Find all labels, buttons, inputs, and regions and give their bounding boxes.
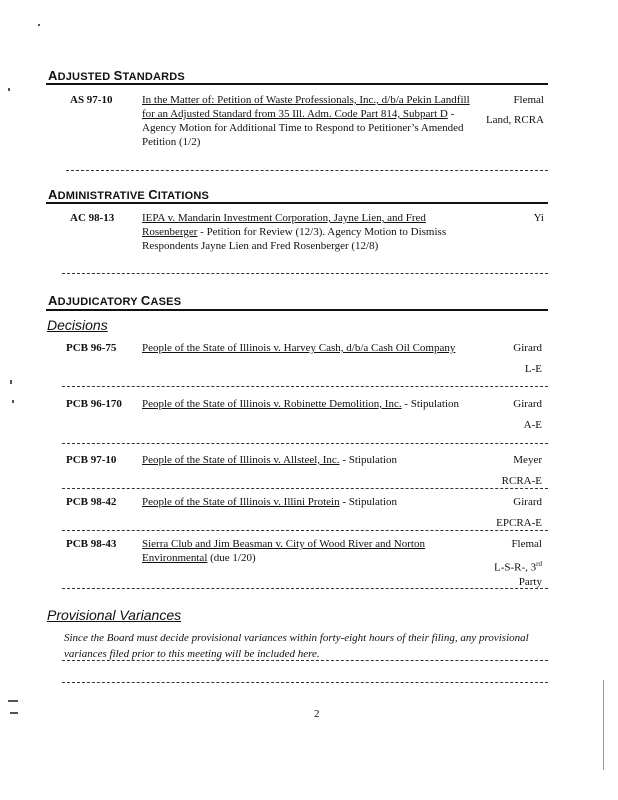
entry-divider: [62, 660, 548, 661]
case-description: [142, 495, 472, 509]
docket-number: AS 97-10: [70, 94, 113, 106]
board-member: Yi: [533, 212, 544, 224]
section-rule: [46, 309, 548, 311]
scan-speck: [10, 380, 12, 384]
case-type-main: L-S-R-, 3: [493, 561, 537, 574]
page-number: 2: [314, 708, 320, 720]
scan-speck: [8, 700, 18, 702]
docket-number: PCB 98-43: [66, 538, 117, 550]
section-heading-adjudicatory-cases: ADJUDICATORY CASES: [48, 293, 182, 308]
entry-divider: [62, 488, 548, 489]
provisional-variances-subheading: Provisional Variances: [47, 607, 182, 623]
entry-divider: [66, 170, 548, 171]
case-type-tail: Party: [518, 575, 542, 588]
scan-speck: [12, 400, 14, 403]
section-rule: [46, 202, 548, 204]
scan-speck: [10, 712, 18, 714]
case-description: [142, 93, 480, 149]
case-detail: - Stipulation: [401, 398, 460, 410]
docket-number: AC 98-13: [70, 212, 115, 224]
case-type: Land, RCRA: [485, 114, 544, 126]
board-member: Girard: [513, 342, 542, 354]
case-title: People of the State of Illinois v. Robinette Demolition, Inc.: [142, 398, 402, 410]
docket-number: PCB 96-75: [66, 342, 117, 354]
docket-number: PCB 98-42: [66, 496, 117, 508]
case-title: People of the State of Illinois v. Illini Protein: [142, 496, 340, 508]
case-title: In the Matter of: Petition of Waste Professionals, Inc., d/b/a Pekin Landfill for an Adjusted Standard from 35 Ill. Adm. Code Part 814, Subpart D: [142, 94, 470, 120]
scan-speck: [8, 88, 10, 91]
board-member: Girard: [513, 496, 542, 508]
case-type: EPCRA-E: [496, 517, 542, 529]
board-member: Flemal: [511, 538, 542, 550]
section-rule: [46, 83, 548, 85]
board-member: Meyer: [513, 454, 542, 466]
entry-divider: [62, 273, 548, 274]
case-detail: - Stipulation: [339, 454, 398, 466]
case-type-superscript: rd: [536, 560, 542, 568]
docket-number: PCB 96-170: [66, 398, 122, 410]
case-description: [142, 537, 472, 565]
entry-divider: [62, 530, 548, 531]
case-description: [142, 453, 472, 467]
scan-speck: [38, 24, 40, 26]
decisions-subheading: Decisions: [47, 317, 108, 333]
board-member: Flemal: [513, 94, 544, 106]
case-title: People of the State of Illinois v. Harvey Cash, d/b/a Cash Oil Company: [142, 342, 456, 354]
entry-divider: [62, 386, 548, 387]
case-description: [142, 341, 472, 355]
section-heading-adjusted-standards: ADJUSTED STANDARDS: [48, 68, 185, 83]
case-title: Sierra Club and Jim Beasman v. City of Wood River and Norton Environmental: [142, 538, 425, 564]
case-detail: - Petition for Review (12/3). Agency Motion to Dismiss Respondents Jayne Lien and Fred Rosenberger (12/8): [142, 226, 447, 252]
docket-number: PCB 97-10: [66, 454, 117, 466]
case-detail: - Stipulation: [339, 496, 398, 508]
provisional-variances-note: Since the Board must decide provisional variances within forty-eight hours of their filing, any provisional variances filed prior to this meeting will be included here.: [64, 632, 529, 660]
case-type: L-E: [524, 363, 542, 375]
entry-divider: [62, 682, 548, 683]
entry-divider: [62, 588, 548, 589]
section-heading-administrative-citations: ADMINISTRATIVE CITATIONS: [48, 187, 210, 202]
case-title: IEPA v. Mandarin Investment Corporation, Jayne Lien, and Fred Rosenberger: [142, 212, 426, 238]
case-description: [142, 397, 472, 411]
case-detail: - Agency Motion for Additional Time to Respond to Petitioner’s Amended Petition (1/2): [142, 108, 464, 148]
case-type: [464, 557, 542, 589]
case-title: People of the State of Illinois v. Allsteel, Inc.: [142, 454, 340, 466]
board-member: Girard: [513, 398, 542, 410]
case-detail: (due 1/20): [207, 552, 256, 564]
entry-divider: [62, 443, 548, 444]
case-type: RCRA-E: [501, 475, 542, 487]
case-type: A-E: [523, 419, 542, 431]
scan-speck: [603, 680, 604, 770]
case-description: [142, 211, 472, 253]
